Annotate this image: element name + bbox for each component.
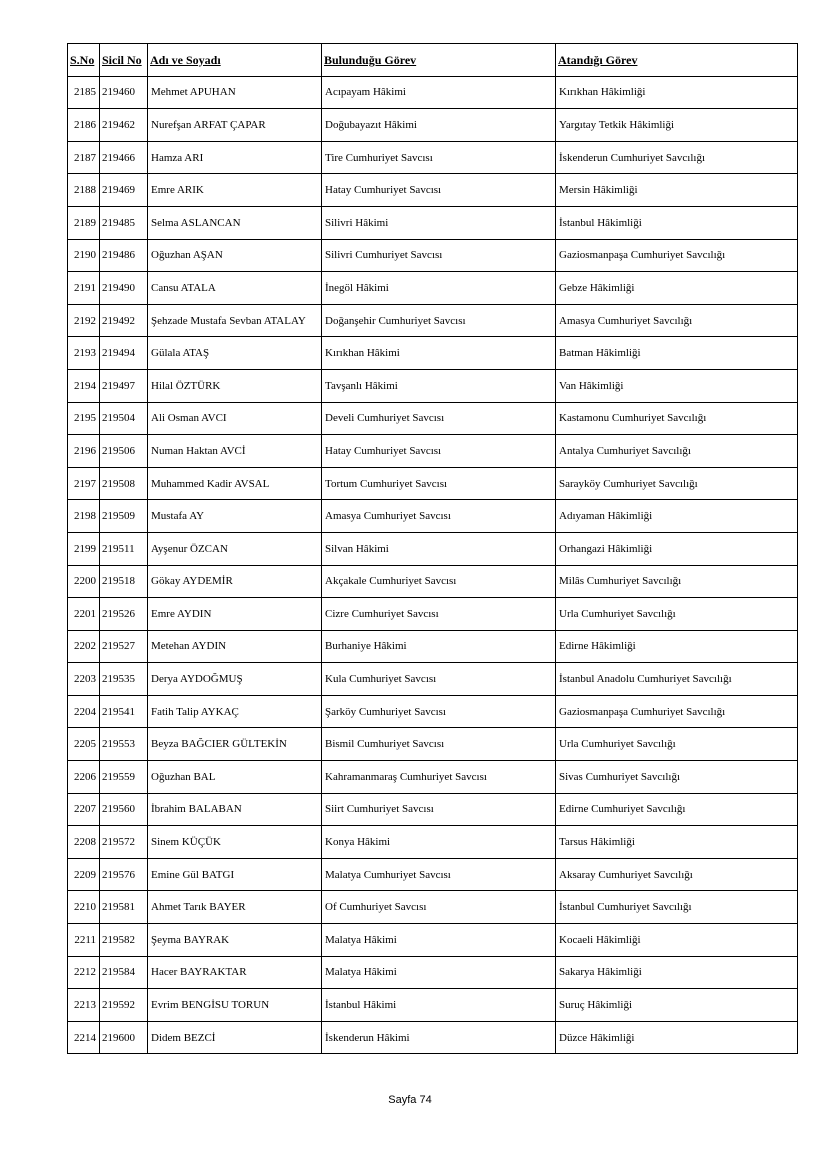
row-sno: 2188: [68, 174, 100, 207]
row-sicil-no: 219460: [100, 76, 148, 109]
row-assigned-post: Kocaeli Hâkimliği: [556, 924, 798, 957]
row-sno: 2195: [68, 402, 100, 435]
row-sicil-no: 219486: [100, 239, 148, 272]
row-name: Nurefşan ARFAT ÇAPAR: [148, 109, 322, 142]
table-row: [68, 532, 798, 565]
row-sicil-no: 219535: [100, 663, 148, 696]
header-assigned-post: Atandığı Görev: [556, 44, 798, 77]
row-current-post: Develi Cumhuriyet Savcısı: [322, 402, 556, 435]
row-sicil-no: 219582: [100, 924, 148, 957]
table-row: [68, 565, 798, 598]
row-assigned-post: İstanbul Anadolu Cumhuriyet Savcılığı: [556, 663, 798, 696]
table-row: [68, 435, 798, 468]
row-assigned-post: İstanbul Hâkimliği: [556, 206, 798, 239]
row-sicil-no: 219466: [100, 141, 148, 174]
row-sno: 2206: [68, 761, 100, 794]
row-assigned-post: Van Hâkimliği: [556, 369, 798, 402]
row-assigned-post: Kastamonu Cumhuriyet Savcılığı: [556, 402, 798, 435]
page-number: Sayfa 74: [388, 1094, 432, 1106]
row-name: Ahmet Tarık BAYER: [148, 891, 322, 924]
row-sno: 2193: [68, 337, 100, 370]
row-sno: 2194: [68, 369, 100, 402]
row-current-post: Cizre Cumhuriyet Savcısı: [322, 598, 556, 631]
row-sno: 2205: [68, 728, 100, 761]
row-current-post: Hatay Cumhuriyet Savcısı: [322, 174, 556, 207]
row-current-post: Hatay Cumhuriyet Savcısı: [322, 435, 556, 468]
row-sno: 2214: [68, 1021, 100, 1054]
row-sicil-no: 219527: [100, 630, 148, 663]
row-sicil-no: 219494: [100, 337, 148, 370]
row-assigned-post: Antalya Cumhuriyet Savcılığı: [556, 435, 798, 468]
row-assigned-post: Sakarya Hâkimliği: [556, 956, 798, 989]
row-name: Emre AYDIN: [148, 598, 322, 631]
row-assigned-post: Kırıkhan Hâkimliği: [556, 76, 798, 109]
table-body: [68, 76, 798, 1054]
table-row: [68, 500, 798, 533]
row-sno: 2209: [68, 858, 100, 891]
table-row: [68, 109, 798, 142]
row-name: Derya AYDOĞMUŞ: [148, 663, 322, 696]
table-row: [68, 239, 798, 272]
row-current-post: Burhaniye Hâkimi: [322, 630, 556, 663]
row-name: Cansu ATALA: [148, 272, 322, 305]
table-row: [68, 467, 798, 500]
row-sno: 2204: [68, 695, 100, 728]
table-row: [68, 989, 798, 1022]
row-sicil-no: 219572: [100, 826, 148, 859]
row-sicil-no: 219497: [100, 369, 148, 402]
row-sno: 2192: [68, 304, 100, 337]
row-sno: 2199: [68, 532, 100, 565]
row-current-post: Malatya Hâkimi: [322, 956, 556, 989]
row-sicil-no: 219541: [100, 695, 148, 728]
table-row: [68, 598, 798, 631]
row-current-post: Bismil Cumhuriyet Savcısı: [322, 728, 556, 761]
table-row: [68, 924, 798, 957]
table-row: [68, 630, 798, 663]
row-current-post: Malatya Cumhuriyet Savcısı: [322, 858, 556, 891]
row-sicil-no: 219560: [100, 793, 148, 826]
row-name: Hacer BAYRAKTAR: [148, 956, 322, 989]
row-sno: 2212: [68, 956, 100, 989]
row-name: Şeyma BAYRAK: [148, 924, 322, 957]
row-name: Didem BEZCİ: [148, 1021, 322, 1054]
row-name: Evrim BENGİSU TORUN: [148, 989, 322, 1022]
table-row: [68, 761, 798, 794]
header-current-post: Bulunduğu Görev: [322, 44, 556, 77]
table-row: [68, 206, 798, 239]
row-current-post: Doğubayazıt Hâkimi: [322, 109, 556, 142]
row-assigned-post: Urla Cumhuriyet Savcılığı: [556, 728, 798, 761]
table-header-row: [68, 44, 798, 77]
row-current-post: Kırıkhan Hâkimi: [322, 337, 556, 370]
row-sicil-no: 219485: [100, 206, 148, 239]
row-current-post: İstanbul Hâkimi: [322, 989, 556, 1022]
row-current-post: Doğanşehir Cumhuriyet Savcısı: [322, 304, 556, 337]
row-assigned-post: Milâs Cumhuriyet Savcılığı: [556, 565, 798, 598]
row-name: Oğuzhan BAL: [148, 761, 322, 794]
row-current-post: Siirt Cumhuriyet Savcısı: [322, 793, 556, 826]
row-current-post: İskenderun Hâkimi: [322, 1021, 556, 1054]
appointment-table: [67, 43, 798, 1054]
row-name: Fatih Talip AYKAÇ: [148, 695, 322, 728]
header-sno: S.No: [68, 44, 100, 77]
row-sno: 2203: [68, 663, 100, 696]
row-sno: 2198: [68, 500, 100, 533]
row-name: Hilal ÖZTÜRK: [148, 369, 322, 402]
row-sicil-no: 219490: [100, 272, 148, 305]
row-assigned-post: Gaziosmanpaşa Cumhuriyet Savcılığı: [556, 239, 798, 272]
row-current-post: Şarköy Cumhuriyet Savcısı: [322, 695, 556, 728]
table-row: [68, 272, 798, 305]
table-row: [68, 826, 798, 859]
row-assigned-post: Gebze Hâkimliği: [556, 272, 798, 305]
table-row: [68, 728, 798, 761]
row-sicil-no: 219504: [100, 402, 148, 435]
row-name: Sinem KÜÇÜK: [148, 826, 322, 859]
row-name: Gülala ATAŞ: [148, 337, 322, 370]
row-assigned-post: Aksaray Cumhuriyet Savcılığı: [556, 858, 798, 891]
table-row: [68, 174, 798, 207]
row-current-post: Amasya Cumhuriyet Savcısı: [322, 500, 556, 533]
row-assigned-post: Yargıtay Tetkik Hâkimliği: [556, 109, 798, 142]
row-name: Muhammed Kadir AVSAL: [148, 467, 322, 500]
table-row: [68, 304, 798, 337]
table-row: [68, 956, 798, 989]
row-sicil-no: 219506: [100, 435, 148, 468]
row-assigned-post: Adıyaman Hâkimliği: [556, 500, 798, 533]
table-row: [68, 369, 798, 402]
row-current-post: Malatya Hâkimi: [322, 924, 556, 957]
row-sicil-no: 219511: [100, 532, 148, 565]
row-current-post: Silvan Hâkimi: [322, 532, 556, 565]
row-assigned-post: Batman Hâkimliği: [556, 337, 798, 370]
row-name: İbrahim BALABAN: [148, 793, 322, 826]
row-sicil-no: 219469: [100, 174, 148, 207]
row-current-post: Kahramanmaraş Cumhuriyet Savcısı: [322, 761, 556, 794]
row-sno: 2200: [68, 565, 100, 598]
row-name: Mehmet APUHAN: [148, 76, 322, 109]
row-sno: 2210: [68, 891, 100, 924]
row-name: Hamza ARI: [148, 141, 322, 174]
row-assigned-post: Edirne Hâkimliği: [556, 630, 798, 663]
row-name: Ali Osman AVCI: [148, 402, 322, 435]
row-sno: 2213: [68, 989, 100, 1022]
row-name: Metehan AYDIN: [148, 630, 322, 663]
row-sno: 2190: [68, 239, 100, 272]
header-sicil-no: Sicil No: [100, 44, 148, 77]
table-row: [68, 695, 798, 728]
row-name: Mustafa AY: [148, 500, 322, 533]
row-sno: 2201: [68, 598, 100, 631]
row-name: Şehzade Mustafa Sevban ATALAY: [148, 304, 322, 337]
row-current-post: Silivri Hâkimi: [322, 206, 556, 239]
row-sno: 2191: [68, 272, 100, 305]
header-name: Adı ve Soyadı: [148, 44, 322, 77]
row-sicil-no: 219584: [100, 956, 148, 989]
table-row: [68, 858, 798, 891]
row-current-post: Silivri Cumhuriyet Savcısı: [322, 239, 556, 272]
row-assigned-post: Orhangazi Hâkimliği: [556, 532, 798, 565]
row-name: Selma ASLANCAN: [148, 206, 322, 239]
row-current-post: Of Cumhuriyet Savcısı: [322, 891, 556, 924]
table-row: [68, 793, 798, 826]
table-row: [68, 891, 798, 924]
row-assigned-post: Sarayköy Cumhuriyet Savcılığı: [556, 467, 798, 500]
row-current-post: Konya Hâkimi: [322, 826, 556, 859]
row-sno: 2211: [68, 924, 100, 957]
row-assigned-post: Mersin Hâkimliği: [556, 174, 798, 207]
row-sicil-no: 219576: [100, 858, 148, 891]
row-sicil-no: 219518: [100, 565, 148, 598]
row-assigned-post: Düzce Hâkimliği: [556, 1021, 798, 1054]
row-assigned-post: İstanbul Cumhuriyet Savcılığı: [556, 891, 798, 924]
row-current-post: Tortum Cumhuriyet Savcısı: [322, 467, 556, 500]
table-row: [68, 76, 798, 109]
row-assigned-post: Tarsus Hâkimliği: [556, 826, 798, 859]
row-sicil-no: 219462: [100, 109, 148, 142]
row-sno: 2186: [68, 109, 100, 142]
table-row: [68, 663, 798, 696]
row-sno: 2187: [68, 141, 100, 174]
row-sicil-no: 219492: [100, 304, 148, 337]
row-current-post: Kula Cumhuriyet Savcısı: [322, 663, 556, 696]
row-name: Gökay AYDEMİR: [148, 565, 322, 598]
row-sicil-no: 219600: [100, 1021, 148, 1054]
row-assigned-post: Edirne Cumhuriyet Savcılığı: [556, 793, 798, 826]
row-sno: 2208: [68, 826, 100, 859]
table-row: [68, 402, 798, 435]
row-sicil-no: 219559: [100, 761, 148, 794]
row-sicil-no: 219553: [100, 728, 148, 761]
row-sicil-no: 219508: [100, 467, 148, 500]
row-sicil-no: 219526: [100, 598, 148, 631]
row-assigned-post: Amasya Cumhuriyet Savcılığı: [556, 304, 798, 337]
row-assigned-post: Suruç Hâkimliği: [556, 989, 798, 1022]
table-row: [68, 337, 798, 370]
row-sno: 2207: [68, 793, 100, 826]
row-current-post: Acıpayam Hâkimi: [322, 76, 556, 109]
row-sno: 2202: [68, 630, 100, 663]
row-sno: 2197: [68, 467, 100, 500]
row-assigned-post: Sivas Cumhuriyet Savcılığı: [556, 761, 798, 794]
row-name: Beyza BAĞCIER GÜLTEKİN: [148, 728, 322, 761]
row-assigned-post: Urla Cumhuriyet Savcılığı: [556, 598, 798, 631]
row-current-post: Tavşanlı Hâkimi: [322, 369, 556, 402]
row-assigned-post: İskenderun Cumhuriyet Savcılığı: [556, 141, 798, 174]
row-sno: 2189: [68, 206, 100, 239]
appointment-list-sheet: [67, 43, 798, 1054]
row-current-post: Tire Cumhuriyet Savcısı: [322, 141, 556, 174]
row-name: Emine Gül BATGI: [148, 858, 322, 891]
table-row: [68, 1021, 798, 1054]
row-sicil-no: 219592: [100, 989, 148, 1022]
row-current-post: İnegöl Hâkimi: [322, 272, 556, 305]
row-sno: 2185: [68, 76, 100, 109]
row-sicil-no: 219581: [100, 891, 148, 924]
row-name: Oğuzhan AŞAN: [148, 239, 322, 272]
row-name: Numan Haktan AVCİ: [148, 435, 322, 468]
row-current-post: Akçakale Cumhuriyet Savcısı: [322, 565, 556, 598]
row-sicil-no: 219509: [100, 500, 148, 533]
row-name: Emre ARIK: [148, 174, 322, 207]
row-sno: 2196: [68, 435, 100, 468]
row-name: Ayşenur ÖZCAN: [148, 532, 322, 565]
row-assigned-post: Gaziosmanpaşa Cumhuriyet Savcılığı: [556, 695, 798, 728]
table-row: [68, 141, 798, 174]
